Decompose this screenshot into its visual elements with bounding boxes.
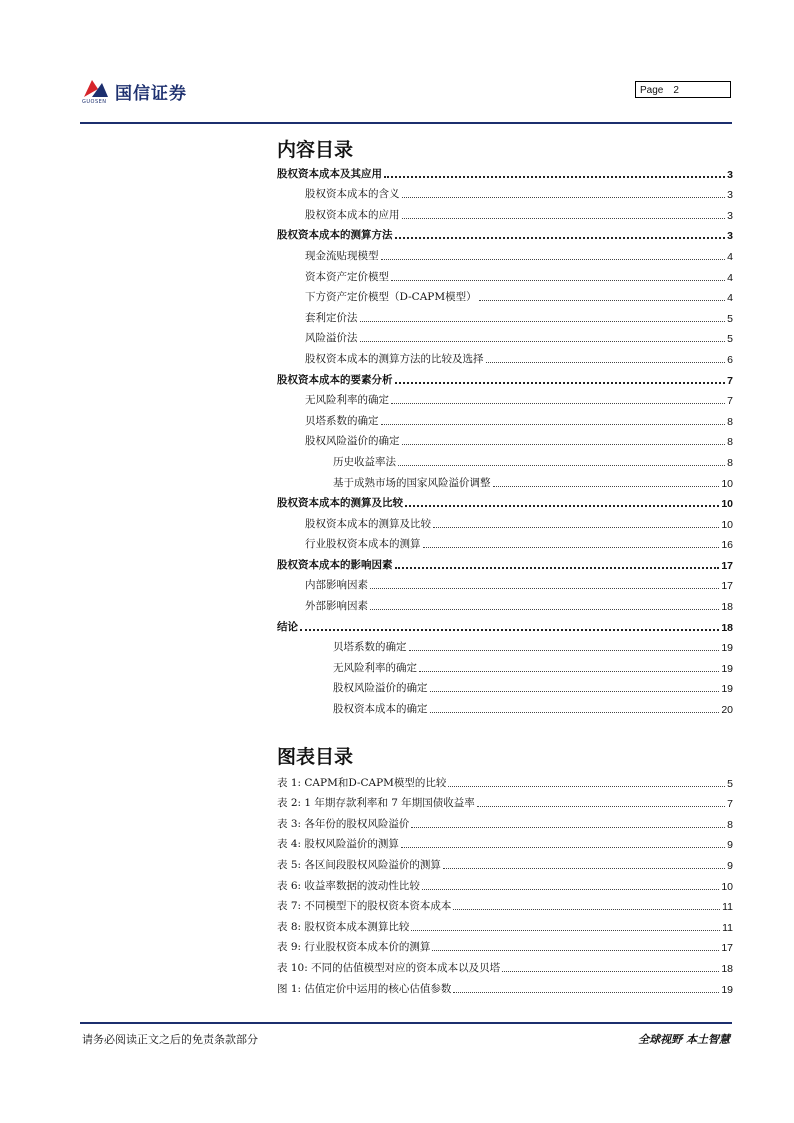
entry-page-number: 7 [727,798,733,811]
entry-page-number: 10 [721,880,733,893]
toc-entry[interactable] [277,304,733,325]
entry-label: 表 7: 不同模型下的股权资本资本成本 [277,900,452,913]
toc-entry[interactable] [277,592,733,613]
dot-leader [411,826,725,828]
dot-leader [477,805,725,807]
figure-list [277,769,733,996]
entry-label: 外部影响因素 [305,600,368,613]
entry-page-number: 7 [727,395,733,408]
dot-leader [479,299,726,301]
toc-entry[interactable] [277,654,733,675]
dot-leader [300,628,719,631]
entry-page-number: 16 [721,539,733,552]
toc-entry[interactable] [277,387,733,408]
entry-label: 表 10: 不同的估值模型对应的资本成本以及贝塔 [277,961,501,974]
entry-label: 套利定价法 [305,311,358,324]
entry-page-number: 17 [721,580,733,593]
toc-entry[interactable] [277,695,733,716]
entry-label: 无风险利率的确定 [305,394,389,407]
figure-entry[interactable] [277,934,733,955]
entry-page-number: 19 [721,683,733,696]
entry-page-number: 5 [727,333,733,346]
toc-entry[interactable] [277,448,733,469]
toc-entry[interactable] [277,201,733,222]
entry-label: 股权资本成本及其应用 [277,167,382,180]
entry-page-number: 18 [721,601,733,614]
figure-entry[interactable] [277,851,733,872]
dot-leader [402,443,726,445]
entry-label: 股权资本成本的含义 [305,188,400,201]
dot-leader [453,991,719,993]
disclaimer-note: 请务必阅读正文之后的免责条款部分 [82,1033,258,1046]
toc-entry[interactable] [277,345,733,366]
entry-page-number: 8 [727,436,733,449]
entry-page-number: 4 [727,271,733,284]
entry-page-number: 3 [727,209,733,222]
toc-entry[interactable] [277,222,733,243]
dot-leader [453,908,720,910]
entry-page-number: 11 [722,921,733,934]
dot-leader [486,361,726,363]
toc-entry[interactable] [277,428,733,449]
dot-leader [381,258,726,260]
dot-leader [402,217,726,219]
entry-label: 风险溢价法 [305,332,358,345]
entry-label: 股权风险溢价的确定 [333,682,428,695]
dot-leader [395,566,720,569]
entry-label: 股权资本成本的测算方法 [277,229,393,242]
dot-leader [443,867,725,869]
entry-label: 图 1: 估值定价中运用的核心估值参数 [277,982,452,995]
entry-label: 股权资本成本的应用 [305,208,400,221]
dot-leader [432,949,719,951]
toc-entry[interactable] [277,263,733,284]
entry-label: 股权风险溢价的确定 [305,435,400,448]
entry-label: 股权资本成本的测算及比较 [305,517,431,530]
entry-label: 行业股权资本成本的测算 [305,538,421,551]
dot-leader [433,526,719,528]
logo-text: 国信证券 [115,84,187,104]
footer-divider [80,1022,732,1024]
entry-label: 股权资本成本的测算及比较 [277,497,403,510]
entry-label: 股权资本成本的影响因素 [277,558,393,571]
entry-label: 现金流贴现模型 [305,249,379,262]
dot-leader [395,236,726,239]
entry-page-number: 18 [721,621,733,634]
entry-page-number: 17 [721,942,733,955]
dot-leader [448,785,725,787]
entry-page-number: 8 [727,456,733,469]
dot-leader [395,381,726,384]
entry-label: 基于成熟市场的国家风险溢价调整 [333,476,491,489]
toc-entry[interactable] [277,531,733,552]
dot-leader [401,846,725,848]
dot-leader [411,929,720,931]
toc-entry[interactable] [277,242,733,263]
entry-label: 资本资产定价模型 [305,270,389,283]
toc-entry[interactable] [277,366,733,387]
figure-list-title: 图表目录 [277,746,354,768]
toc-entry[interactable] [277,551,733,572]
entry-page-number: 18 [721,962,733,975]
dot-leader [430,690,720,692]
toc-list [277,160,733,716]
entry-page-number: 5 [727,312,733,325]
entry-label: 表 1: CAPM和D-CAPM模型的比较 [277,776,447,789]
dot-leader [381,423,726,425]
entry-page-number: 17 [721,559,733,572]
entry-label: 表 4: 股权风险溢价的测算 [277,838,399,851]
company-logo [82,77,202,105]
entry-label: 历史收益率法 [333,455,396,468]
entry-label: 无风险利率的确定 [333,661,417,674]
dot-leader [502,970,719,972]
figure-entry[interactable] [277,790,733,811]
toc-entry[interactable] [277,675,733,696]
entry-page-number: 8 [727,415,733,428]
dot-leader [430,711,720,713]
entry-label: 股权资本成本的测算方法的比较及选择 [305,352,484,365]
entry-label: 贝塔系数的确定 [305,414,379,427]
entry-page-number: 19 [721,662,733,675]
toc-entry[interactable] [277,284,733,305]
toc-entry[interactable] [277,572,733,593]
entry-page-number: 10 [721,477,733,490]
entry-page-number: 3 [727,189,733,202]
dot-leader [391,402,725,404]
entry-label: 表 2: 1 年期存款利率和 7 年期国债收益率 [277,797,475,810]
dot-leader [419,670,719,672]
figure-entry[interactable] [277,872,733,893]
dot-leader [398,464,725,466]
entry-label: 股权资本成本的要素分析 [277,373,393,386]
entry-page-number: 10 [721,498,733,511]
page-indicator [635,81,731,98]
entry-label: 表 8: 股权资本成本测算比较 [277,920,410,933]
figure-entry[interactable] [277,769,733,790]
entry-page-number: 3 [727,168,733,181]
entry-page-number: 9 [727,859,733,872]
toc-entry[interactable] [277,469,733,490]
toc-entry[interactable] [277,160,733,181]
dot-leader [409,649,720,651]
logo-mark-icon [82,77,110,99]
entry-page-number: 8 [727,818,733,831]
toc-entry[interactable] [277,634,733,655]
dot-leader [391,279,725,281]
entry-page-number: 10 [721,518,733,531]
page-number: 2 [673,85,679,96]
footer-slogan: 全球视野 本土智慧 [638,1033,730,1046]
dot-leader [360,320,726,322]
entry-page-number: 7 [727,374,733,387]
dot-leader [360,340,726,342]
figure-entry[interactable] [277,831,733,852]
page-label: Page [640,85,664,96]
figure-entry[interactable] [277,810,733,831]
entry-page-number: 20 [721,704,733,717]
entry-page-number: 5 [727,777,733,790]
entry-label: 表 9: 行业股权资本成本价的测算 [277,941,431,954]
entry-page-number: 19 [721,642,733,655]
dot-leader [370,608,719,610]
toc-entry[interactable] [277,613,733,634]
figure-entry[interactable] [277,954,733,975]
entry-page-number: 4 [727,292,733,305]
toc-title: 内容目录 [277,139,354,161]
dot-leader [402,196,726,198]
entry-page-number: 9 [727,839,733,852]
entry-label: 股权资本成本的确定 [333,703,428,716]
header-divider [80,122,732,124]
entry-label: 下方资产定价模型（D-CAPM模型） [305,291,477,304]
entry-label: 内部影响因素 [305,579,368,592]
toc-entry[interactable] [277,510,733,531]
entry-label: 表 5: 各区间段股权风险溢价的测算 [277,858,441,871]
entry-label: 表 6: 收益率数据的波动性比较 [277,879,420,892]
figure-entry[interactable] [277,893,733,914]
toc-entry[interactable] [277,181,733,202]
toc-entry[interactable] [277,407,733,428]
figure-entry[interactable] [277,975,733,996]
toc-entry[interactable] [277,325,733,346]
toc-entry[interactable] [277,490,733,511]
dot-leader [370,587,719,589]
entry-label: 结论 [277,620,298,633]
entry-label: 贝塔系数的确定 [333,641,407,654]
entry-page-number: 4 [727,250,733,263]
logo-subtext: GUOSEN [82,99,107,105]
figure-entry[interactable] [277,913,733,934]
dot-leader [423,546,720,548]
entry-page-number: 19 [721,983,733,996]
entry-label: 表 3: 各年份的股权风险溢价 [277,817,410,830]
dot-leader [493,485,720,487]
dot-leader [405,504,719,507]
dot-leader [422,888,719,890]
entry-page-number: 3 [727,230,733,243]
dot-leader [384,175,725,178]
entry-page-number: 6 [727,353,733,366]
entry-page-number: 11 [722,901,733,914]
